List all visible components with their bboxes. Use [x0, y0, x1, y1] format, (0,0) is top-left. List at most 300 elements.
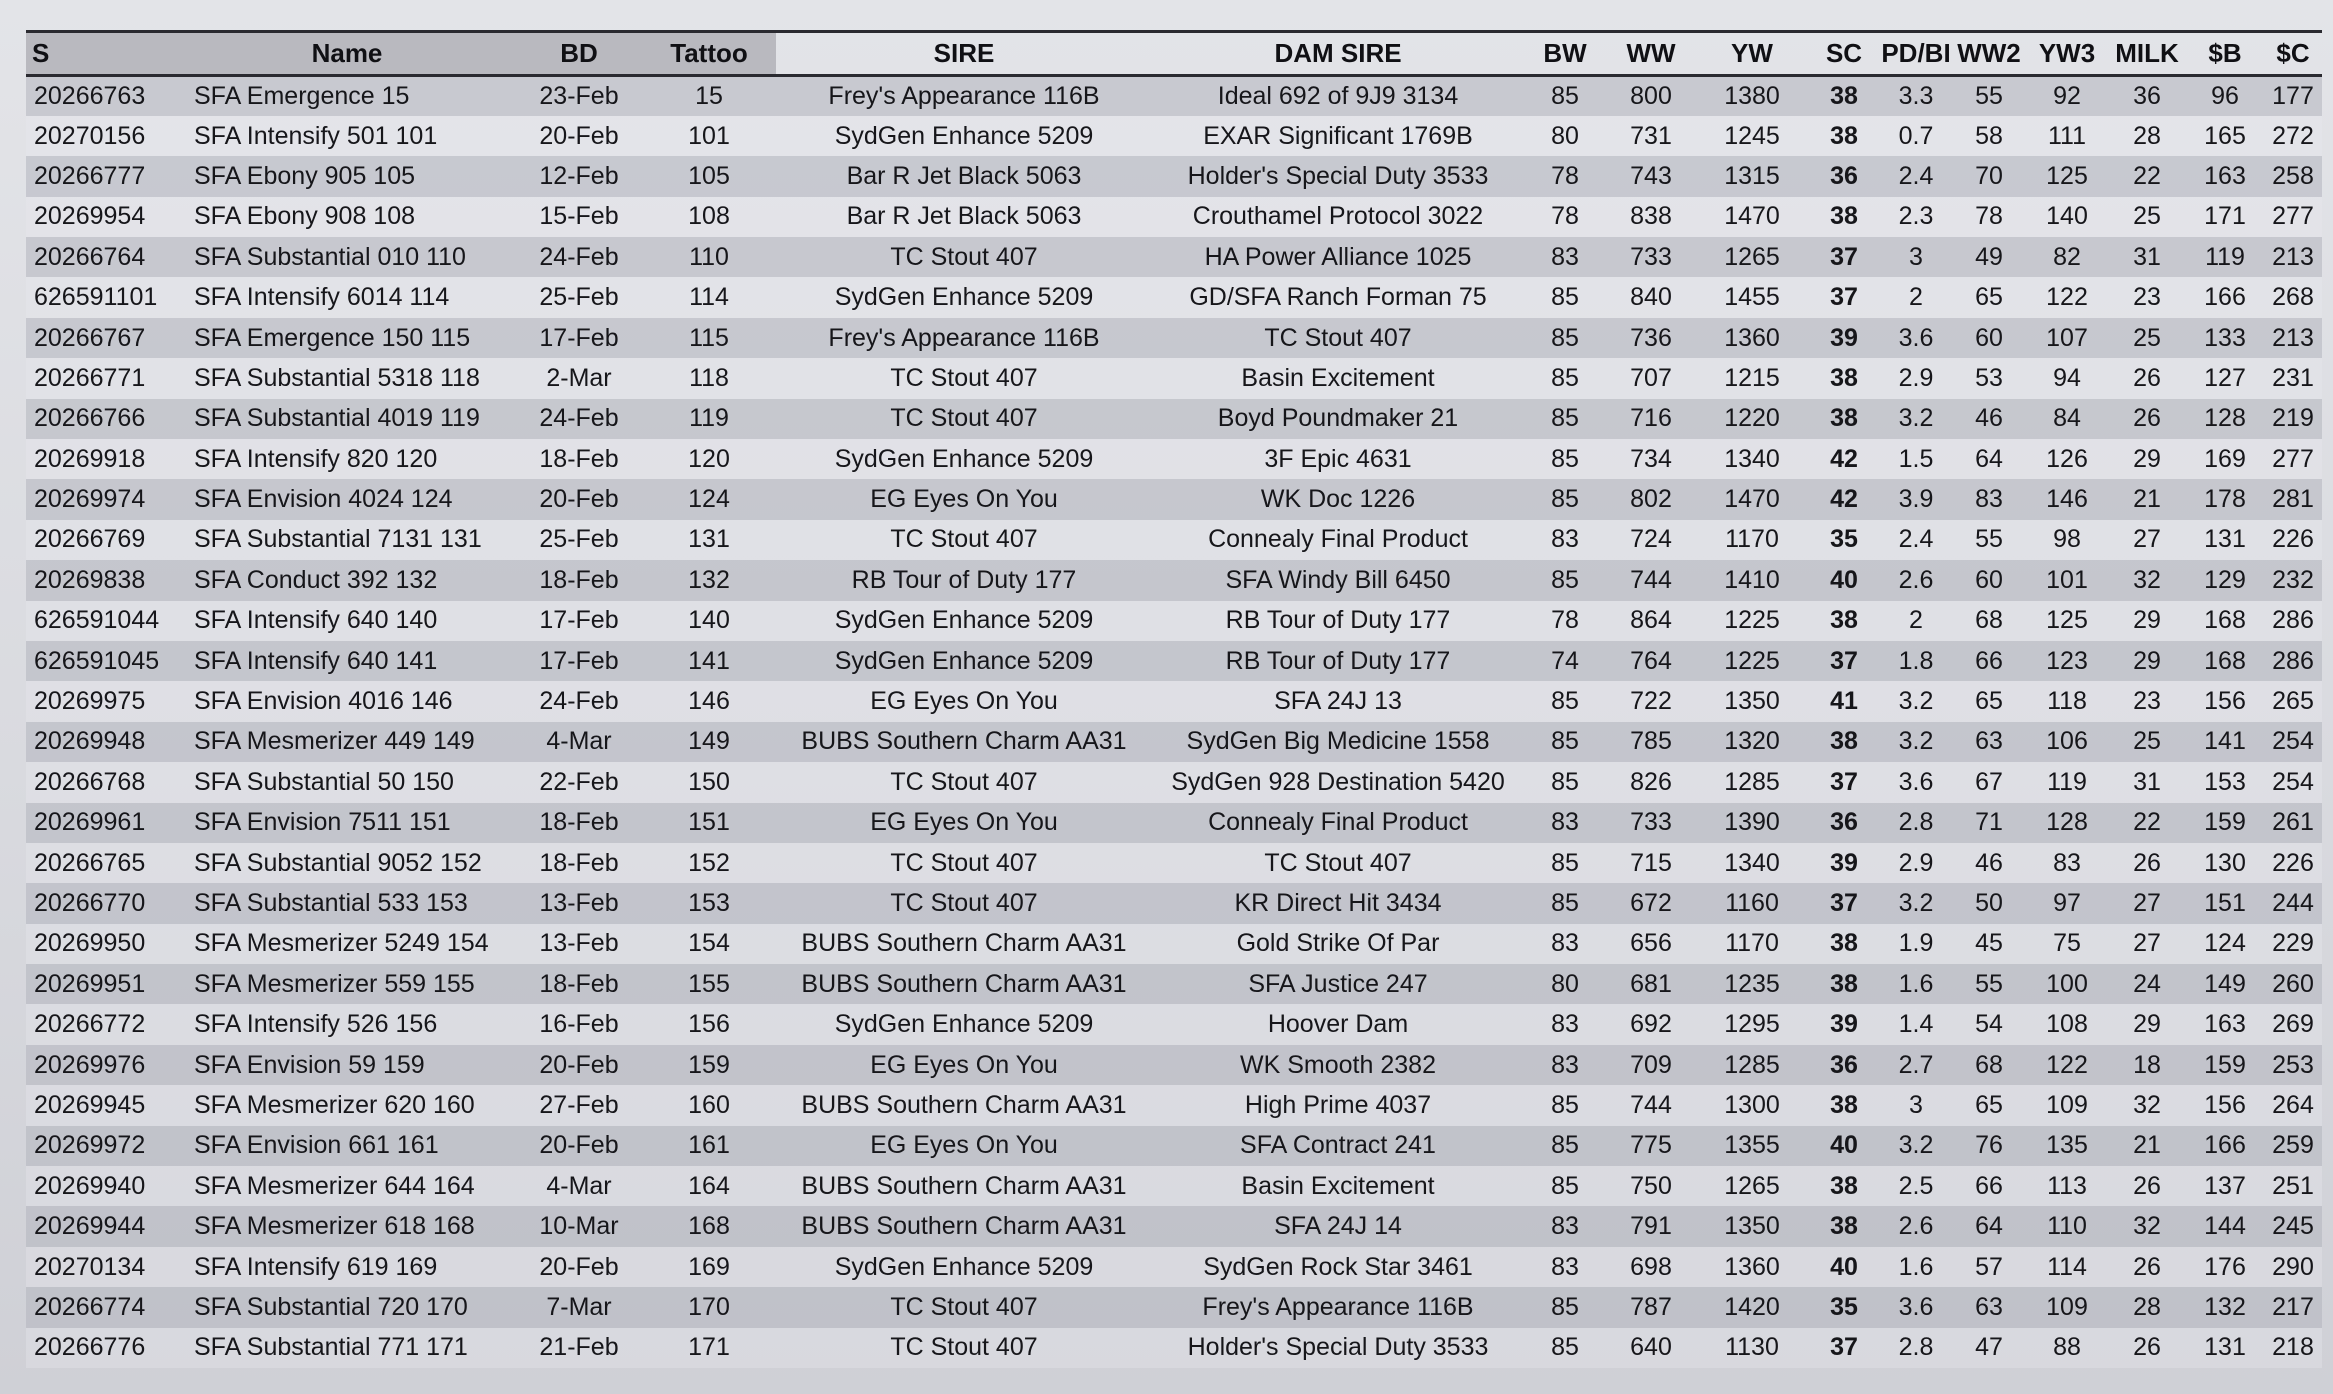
sire-cell: TC Stout 407	[890, 363, 1038, 392]
dollar-c-cell: 269	[2272, 1010, 2314, 1039]
birth-date-cell: 13-Feb	[539, 889, 619, 917]
bw-cell: 83	[1551, 242, 1579, 271]
header-ww: WW	[1606, 32, 1696, 76]
pd-bi-cell: 2	[1909, 283, 1923, 312]
dollar-c-cell: 213	[2272, 323, 2314, 352]
dollar-b-cell: 159	[2204, 808, 2246, 837]
pd-bi-cell: 3.6	[1898, 767, 1934, 796]
registration-cell: 20266764	[34, 242, 146, 271]
yw-cell: 1340	[1724, 848, 1780, 877]
dam-sire-cell: Connealy Final Product	[1208, 525, 1468, 554]
tattoo-cell: 115	[689, 323, 729, 352]
name-cell: SFA Ebony 905 105	[194, 161, 416, 190]
registration-cell: 626591045	[34, 646, 160, 675]
sc-cell: 36	[1830, 161, 1858, 190]
ww-cell: 733	[1630, 808, 1672, 837]
dollar-b-cell: 163	[2204, 1010, 2246, 1039]
dollar-c-cell: 254	[2272, 727, 2314, 756]
sire-cell: Frey's Appearance 116B	[828, 323, 1100, 352]
dam-sire-cell: SydGen 928 Destination 5420	[1171, 767, 1505, 796]
ww2-cell: 76	[1975, 1131, 2003, 1160]
milk-cell: 29	[2133, 646, 2161, 675]
yw-cell: 1320	[1724, 727, 1780, 756]
dam-sire-cell: Holder's Special Duty 3533	[1187, 161, 1489, 190]
ww-cell: 787	[1630, 1292, 1672, 1321]
name-cell: SFA Substantial 010 110	[194, 242, 466, 271]
pd-bi-cell: 3.6	[1898, 1292, 1934, 1321]
name-cell: SFA Intensify 6014 114	[194, 283, 450, 312]
name-cell: SFA Substantial 771 171	[194, 1333, 468, 1362]
yw-cell: 1350	[1724, 1212, 1780, 1241]
birth-date-cell: 18-Feb	[539, 565, 619, 594]
yw-cell: 1380	[1724, 81, 1780, 110]
table-row	[26, 156, 2322, 196]
ww-cell: 692	[1630, 1010, 1672, 1039]
ww-cell: 716	[1630, 404, 1672, 433]
dam-sire-cell: SFA Windy Bill 6450	[1225, 565, 1451, 594]
table-row	[26, 1247, 2322, 1287]
dollar-c-cell: 277	[2272, 444, 2314, 473]
dam-sire-cell: Holder's Special Duty 3533	[1187, 1333, 1489, 1362]
table-body	[26, 76, 2322, 1369]
registration-cell: 20266767	[34, 323, 146, 352]
yw3-cell: 100	[2046, 969, 2088, 998]
dam-sire-cell: KR Direct Hit 3434	[1234, 889, 1442, 917]
dollar-c-cell: 219	[2272, 404, 2314, 433]
yw-cell: 1360	[1724, 1252, 1780, 1281]
sc-cell: 35	[1830, 1292, 1858, 1321]
milk-cell: 25	[2133, 727, 2161, 756]
sc-cell: 38	[1830, 1212, 1858, 1241]
pd-bi-cell: 3.2	[1898, 687, 1934, 716]
pd-bi-cell: 1.6	[1898, 1252, 1934, 1281]
table-row	[26, 520, 2322, 560]
pd-bi-cell: 1.9	[1898, 929, 1934, 958]
table-header	[26, 32, 2322, 76]
bw-cell: 85	[1551, 889, 1579, 917]
dollar-b-cell: 166	[2204, 283, 2246, 312]
table-row	[26, 641, 2322, 681]
ww2-cell: 64	[1975, 444, 2003, 473]
tattoo-cell: 168	[688, 1212, 730, 1241]
dam-sire-cell: WK Doc 1226	[1260, 485, 1416, 514]
table-row	[26, 1287, 2322, 1327]
tattoo-cell: 150	[688, 767, 730, 796]
tattoo-cell: 149	[688, 727, 730, 756]
ww2-cell: 70	[1975, 161, 2003, 190]
table-row	[26, 762, 2322, 802]
birth-date-cell: 17-Feb	[539, 323, 619, 352]
yw-cell: 1225	[1724, 646, 1780, 675]
sc-cell: 36	[1830, 1050, 1858, 1079]
header-sire: SIRE	[776, 32, 1152, 76]
dollar-c-cell: 290	[2272, 1252, 2314, 1281]
sire-cell: EG Eyes On You	[870, 687, 1058, 716]
ww-cell: 734	[1630, 444, 1672, 473]
ww2-cell: 55	[1975, 969, 2003, 998]
tattoo-cell: 110	[689, 242, 729, 271]
milk-cell: 29	[2133, 1010, 2161, 1039]
birth-date-cell: 17-Feb	[539, 606, 619, 635]
table-row	[26, 601, 2322, 641]
pd-bi-cell: 2.4	[1898, 161, 1934, 190]
dollar-b-cell: 141	[2204, 727, 2246, 756]
pd-bi-cell: 2.6	[1898, 565, 1934, 594]
sire-cell: TC Stout 407	[890, 848, 1038, 877]
tattoo-cell: 114	[689, 283, 729, 312]
yw3-cell: 82	[2053, 242, 2081, 271]
yw-cell: 1360	[1724, 323, 1780, 352]
name-cell: SFA Conduct 392 132	[194, 565, 438, 594]
ww2-cell: 46	[1975, 848, 2003, 877]
dollar-b-cell: 171	[2204, 202, 2246, 231]
milk-cell: 22	[2133, 808, 2161, 837]
yw-cell: 1340	[1724, 444, 1780, 473]
dollar-b-cell: 96	[2211, 81, 2239, 110]
table-row	[26, 681, 2322, 721]
bw-cell: 78	[1551, 202, 1579, 231]
ww2-cell: 47	[1975, 1333, 2003, 1362]
dollar-b-cell: 169	[2204, 444, 2246, 473]
yw-cell: 1265	[1724, 242, 1780, 271]
sire-cell: TC Stout 407	[890, 767, 1038, 796]
name-cell: SFA Substantial 7131 131	[194, 525, 482, 554]
yw3-cell: 122	[2046, 283, 2088, 312]
dam-sire-cell: TC Stout 407	[1264, 323, 1412, 352]
dollar-c-cell: 260	[2272, 969, 2314, 998]
table-row	[26, 1328, 2322, 1368]
dollar-b-cell: 130	[2204, 848, 2246, 877]
tattoo-cell: 156	[688, 1010, 730, 1039]
table-row	[26, 277, 2322, 317]
registration-cell: 20270134	[34, 1252, 146, 1281]
milk-cell: 26	[2133, 1252, 2161, 1281]
yw3-cell: 98	[2053, 525, 2081, 554]
yw-cell: 1355	[1724, 1131, 1780, 1160]
yw-cell: 1220	[1724, 404, 1780, 433]
milk-cell: 28	[2133, 121, 2161, 150]
name-cell: SFA Intensify 640 140	[194, 606, 438, 635]
pd-bi-cell: 2.5	[1898, 1171, 1934, 1200]
sc-cell: 38	[1830, 969, 1858, 998]
pd-bi-cell: 1.4	[1898, 1010, 1934, 1039]
milk-cell: 32	[2133, 1212, 2161, 1241]
yw3-cell: 119	[2047, 767, 2087, 796]
birth-date-cell: 18-Feb	[539, 808, 619, 837]
pd-bi-cell: 2.8	[1898, 808, 1934, 837]
sire-cell: TC Stout 407	[890, 1333, 1038, 1362]
header-bw: BW	[1524, 32, 1606, 76]
ww2-cell: 58	[1975, 121, 2003, 150]
milk-cell: 25	[2133, 323, 2161, 352]
tattoo-cell: 101	[688, 121, 730, 150]
name-cell: SFA Substantial 720 170	[194, 1292, 468, 1321]
bw-cell: 85	[1551, 727, 1579, 756]
dollar-c-cell: 281	[2272, 485, 2314, 514]
ww-cell: 840	[1630, 283, 1672, 312]
bw-cell: 85	[1551, 81, 1579, 110]
milk-cell: 29	[2133, 444, 2161, 473]
dollar-c-cell: 217	[2272, 1292, 2314, 1321]
ww2-cell: 63	[1975, 1292, 2003, 1321]
milk-cell: 25	[2133, 202, 2161, 231]
milk-cell: 27	[2133, 929, 2161, 958]
yw-cell: 1235	[1724, 969, 1780, 998]
ww-cell: 724	[1630, 525, 1672, 554]
ww-cell: 750	[1630, 1171, 1672, 1200]
name-cell: SFA Intensify 526 156	[194, 1010, 438, 1039]
registration-cell: 20266770	[34, 889, 146, 917]
birth-date-cell: 18-Feb	[539, 969, 619, 998]
registration-cell: 20269838	[34, 565, 146, 594]
yw-cell: 1265	[1724, 1171, 1780, 1200]
dam-sire-cell: Basin Excitement	[1241, 363, 1435, 392]
registration-cell: 20269944	[34, 1212, 146, 1241]
name-cell: SFA Mesmerizer 449 149	[194, 727, 475, 756]
birth-date-cell: 20-Feb	[539, 1050, 619, 1079]
registration-cell: 20269972	[34, 1131, 146, 1160]
bw-cell: 85	[1551, 323, 1579, 352]
tattoo-cell: 131	[688, 525, 730, 554]
dollar-c-cell: 229	[2272, 929, 2314, 958]
header-tattoo: Tattoo	[642, 32, 776, 76]
dollar-c-cell: 226	[2272, 848, 2314, 877]
pd-bi-cell: 3.2	[1898, 404, 1934, 433]
dam-sire-cell: 3F Epic 4631	[1264, 444, 1412, 473]
dollar-c-cell: 254	[2272, 767, 2314, 796]
name-cell: SFA Envision 661 161	[194, 1131, 439, 1160]
ww-cell: 709	[1630, 1050, 1672, 1079]
dollar-c-cell: 286	[2272, 646, 2314, 675]
table-row	[26, 116, 2322, 156]
yw-cell: 1170	[1725, 525, 1779, 554]
sc-cell: 37	[1830, 889, 1858, 917]
tattoo-cell: 161	[688, 1131, 730, 1160]
yw3-cell: 113	[2047, 1171, 2087, 1200]
sc-cell: 39	[1830, 848, 1858, 877]
tattoo-cell: 140	[688, 606, 730, 635]
dollar-b-cell: 124	[2204, 929, 2246, 958]
milk-cell: 26	[2133, 404, 2161, 433]
sire-cell: TC Stout 407	[890, 404, 1038, 433]
yw3-cell: 108	[2046, 1010, 2088, 1039]
sc-cell: 36	[1830, 808, 1858, 837]
ww2-cell: 68	[1975, 1050, 2003, 1079]
ww-cell: 826	[1630, 767, 1672, 796]
yw-cell: 1410	[1724, 565, 1780, 594]
name-cell: SFA Emergence 150 115	[194, 323, 471, 352]
sc-cell: 38	[1830, 121, 1858, 150]
sc-cell: 38	[1830, 404, 1858, 433]
registration-cell: 20269975	[34, 687, 146, 716]
yw3-cell: 88	[2053, 1333, 2081, 1362]
registration-cell: 20270156	[34, 121, 146, 150]
table-row	[26, 1085, 2322, 1125]
ww2-cell: 55	[1975, 525, 2003, 554]
dollar-b-cell: 176	[2204, 1252, 2246, 1281]
table-row	[26, 439, 2322, 479]
dollar-c-cell: 177	[2272, 81, 2314, 110]
pd-bi-cell: 3	[1909, 242, 1923, 271]
dollar-b-cell: 166	[2204, 1131, 2246, 1160]
ww2-cell: 83	[1975, 485, 2003, 514]
dam-sire-cell: Gold Strike Of Par	[1236, 929, 1440, 958]
pd-bi-cell: 2	[1909, 606, 1923, 635]
ww-cell: 722	[1630, 687, 1672, 716]
yw-cell: 1245	[1724, 121, 1780, 150]
yw-cell: 1470	[1724, 485, 1780, 514]
name-cell: SFA Intensify 501 101	[194, 121, 438, 150]
bw-cell: 85	[1551, 565, 1579, 594]
bw-cell: 85	[1551, 404, 1579, 433]
yw-cell: 1285	[1724, 767, 1780, 796]
sire-cell: SydGen Enhance 5209	[834, 121, 1094, 150]
sc-cell: 38	[1830, 1090, 1858, 1119]
dam-sire-cell: SFA 24J 13	[1274, 687, 1402, 716]
milk-cell: 27	[2133, 889, 2161, 917]
dam-sire-cell: Frey's Appearance 116B	[1202, 1292, 1474, 1321]
dollar-c-cell: 232	[2272, 565, 2314, 594]
pd-bi-cell: 1.5	[1898, 444, 1934, 473]
registration-cell: 20269961	[34, 808, 146, 837]
table-row	[26, 1045, 2322, 1085]
dollar-c-cell: 261	[2272, 808, 2314, 837]
ww2-cell: 54	[1975, 1010, 2003, 1039]
sire-cell: TC Stout 407	[890, 889, 1038, 917]
pd-bi-cell: 2.3	[1898, 202, 1934, 231]
ww-cell: 800	[1630, 81, 1672, 110]
sire-cell: BUBS Southern Charm AA31	[801, 1212, 1127, 1241]
ww-cell: 681	[1630, 969, 1672, 998]
sc-cell: 41	[1830, 687, 1858, 716]
yw-cell: 1420	[1724, 1292, 1780, 1321]
registration-cell: 20266765	[34, 848, 146, 877]
table-row	[26, 1166, 2322, 1206]
birth-date-cell: 16-Feb	[539, 1010, 619, 1039]
header-name: Name	[178, 32, 516, 76]
dollar-b-cell: 137	[2204, 1171, 2246, 1200]
ww-cell: 672	[1630, 889, 1672, 917]
dollar-c-cell: 231	[2272, 363, 2314, 392]
dollar-c-cell: 244	[2272, 889, 2314, 917]
bw-cell: 85	[1551, 1171, 1579, 1200]
yw3-cell: 84	[2053, 404, 2081, 433]
dollar-c-cell: 253	[2272, 1050, 2314, 1079]
ww2-cell: 50	[1975, 889, 2003, 917]
name-cell: SFA Mesmerizer 620 160	[194, 1090, 475, 1119]
name-cell: SFA Intensify 619 169	[194, 1252, 438, 1281]
registration-cell: 20266768	[34, 767, 146, 796]
birth-date-cell: 27-Feb	[539, 1090, 619, 1119]
dam-sire-cell: SydGen Rock Star 3461	[1203, 1252, 1473, 1281]
tattoo-cell: 124	[688, 485, 730, 514]
table-row	[26, 722, 2322, 762]
ww2-cell: 57	[1975, 1252, 2003, 1281]
tattoo-cell: 164	[688, 1171, 730, 1200]
dam-sire-cell: RB Tour of Duty 177	[1225, 646, 1451, 675]
milk-cell: 31	[2133, 242, 2161, 271]
sc-cell: 37	[1830, 283, 1858, 312]
dollar-b-cell: 156	[2204, 1090, 2246, 1119]
ww2-cell: 60	[1975, 565, 2003, 594]
ww-cell: 864	[1630, 606, 1672, 635]
yw3-cell: 114	[2047, 1252, 2087, 1281]
ww-cell: 838	[1630, 202, 1672, 231]
dollar-b-cell: 129	[2204, 565, 2246, 594]
registration-cell: 20266776	[34, 1333, 146, 1362]
sire-cell: EG Eyes On You	[870, 485, 1058, 514]
dam-sire-cell: SFA Justice 247	[1248, 969, 1428, 998]
dollar-c-cell: 264	[2272, 1090, 2314, 1119]
tattoo-cell: 153	[688, 889, 730, 917]
yw3-cell: 125	[2046, 606, 2088, 635]
yw3-cell: 107	[2046, 323, 2088, 352]
registration-cell: 20269948	[34, 727, 146, 756]
sire-cell: SydGen Enhance 5209	[834, 444, 1094, 473]
dollar-b-cell: 168	[2204, 606, 2246, 635]
dam-sire-cell: Crouthamel Protocol 3022	[1192, 202, 1484, 231]
dam-sire-cell: Basin Excitement	[1241, 1171, 1435, 1200]
registration-cell: 20266769	[34, 525, 146, 554]
dollar-c-cell: 259	[2272, 1131, 2314, 1160]
tattoo-cell: 155	[688, 969, 730, 998]
ww2-cell: 78	[1975, 202, 2003, 231]
bw-cell: 85	[1551, 848, 1579, 877]
birth-date-cell: 4-Mar	[546, 727, 612, 756]
bw-cell: 85	[1551, 1292, 1579, 1321]
tattoo-cell: 146	[688, 687, 730, 716]
pd-bi-cell: 2.6	[1898, 1212, 1934, 1241]
yw3-cell: 97	[2053, 889, 2081, 917]
registration-cell: 20266771	[34, 363, 146, 392]
sire-cell: BUBS Southern Charm AA31	[801, 969, 1127, 998]
yw-cell: 1295	[1724, 1010, 1780, 1039]
ww-cell: 744	[1630, 565, 1672, 594]
yw3-cell: 111	[2047, 121, 2086, 150]
table-row	[26, 399, 2322, 439]
milk-cell: 24	[2133, 969, 2161, 998]
birth-date-cell: 17-Feb	[539, 646, 619, 675]
header-sc: SC	[1808, 32, 1880, 76]
sc-cell: 38	[1830, 81, 1858, 110]
name-cell: SFA Emergence 15	[194, 81, 410, 110]
yw-cell: 1470	[1724, 202, 1780, 231]
yw-cell: 1390	[1724, 808, 1780, 837]
tattoo-cell: 120	[688, 444, 730, 473]
registration-cell: 626591044	[34, 606, 160, 635]
yw-cell: 1285	[1724, 1050, 1780, 1079]
bw-cell: 85	[1551, 283, 1579, 312]
sire-cell: RB Tour of Duty 177	[851, 565, 1077, 594]
pd-bi-cell: 2.9	[1898, 848, 1934, 877]
registration-cell: 20266766	[34, 404, 146, 433]
table-row	[26, 843, 2322, 883]
yw3-cell: 75	[2053, 929, 2081, 958]
birth-date-cell: 24-Feb	[539, 242, 619, 271]
yw3-cell: 92	[2053, 81, 2081, 110]
sire-cell: Frey's Appearance 116B	[828, 81, 1100, 110]
ww2-cell: 53	[1975, 363, 2003, 392]
registration-cell: 20269945	[34, 1090, 146, 1119]
birth-date-cell: 18-Feb	[539, 848, 619, 877]
ww2-cell: 60	[1975, 323, 2003, 352]
bw-cell: 85	[1551, 363, 1579, 392]
sc-cell: 37	[1830, 242, 1858, 271]
ww-cell: 707	[1630, 363, 1672, 392]
sire-cell: EG Eyes On You	[870, 808, 1058, 837]
dam-sire-cell: SydGen Big Medicine 1558	[1186, 727, 1490, 756]
sc-cell: 40	[1830, 1131, 1858, 1160]
